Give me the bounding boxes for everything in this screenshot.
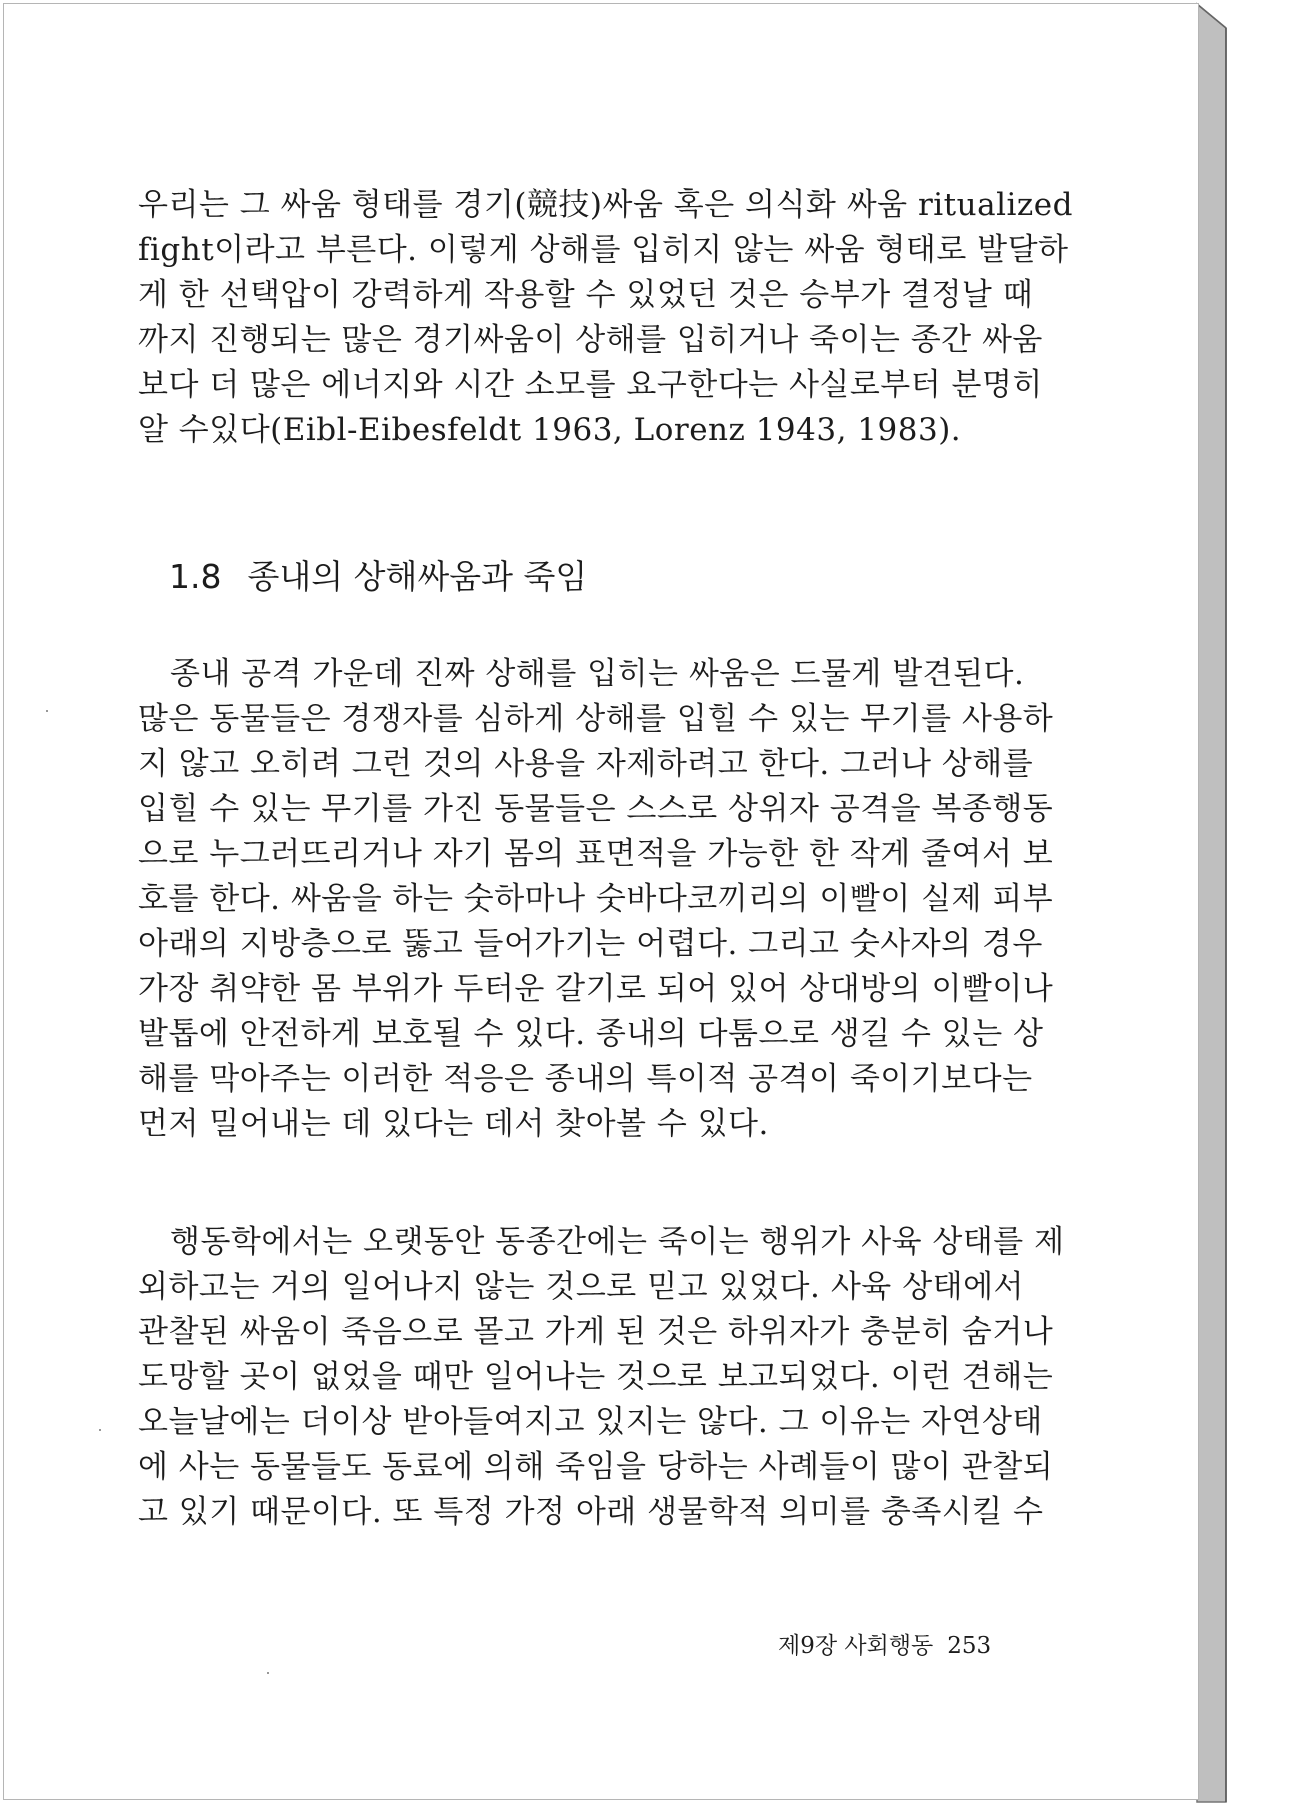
text-line: 까지 진행되는 많은 경기싸움이 상해를 입히거나 죽이는 종간 싸움 [138,322,1043,358]
scan-speck [267,1672,269,1674]
text-line: 게 한 선택압이 강력하게 작용할 수 있었던 것은 승부가 결정날 때 [138,277,1034,313]
text-line: 관찰된 싸움이 죽음으로 몰고 가게 된 것은 하위자가 충분히 숨거나 [138,1314,1054,1350]
scan-speck [99,1429,101,1431]
text-line: 입힐 수 있는 무기를 가진 동물들은 스스로 상위자 공격을 복종행동 [138,791,1054,827]
page-number: 253 [947,1633,992,1659]
text-line: 가장 취약한 몸 부위가 두터운 갈기로 되어 있어 상대방의 이빨이나 [138,971,1054,1007]
text-line: 지 않고 오히려 그런 것의 사용을 자제하려고 한다. 그러나 상해를 [138,746,1034,782]
text-line: 해를 막아주는 이러한 적응은 종내의 특이적 공격이 죽이기보다는 [138,1061,1033,1097]
text-line: 먼저 밀어내는 데 있다는 데서 찾아볼 수 있다. [138,1106,769,1142]
text-line: 아래의 지방층으로 뚫고 들어가기는 어렵다. 그리고 숫사자의 경우 [138,926,1043,962]
page-footer [778,1626,991,1666]
text-line: 외하고는 거의 일어나지 않는 것으로 믿고 있었다. 사육 상태에서 [138,1269,1024,1305]
text-line: 으로 누그러뜨리거나 자기 몸의 표면적을 가능한 한 작게 줄여서 보 [138,836,1054,872]
section-title: 종내의 상해싸움과 죽임 [247,557,588,596]
section-heading [169,552,587,602]
page-sheet [3,3,1199,1800]
text-line: 행동학에서는 오랫동안 동종간에는 죽이는 행위가 사육 상태를 제 [170,1224,1065,1260]
text-line: 우리는 그 싸움 형태를 경기(競技)싸움 혹은 의식화 싸움 ritualized [138,187,1073,223]
text-line: 오늘날에는 더이상 받아들여지고 있지는 않다. 그 이유는 자연상태 [138,1404,1043,1440]
text-line: 발톱에 안전하게 보호될 수 있다. 종내의 다툼으로 생길 수 있는 상 [138,1016,1044,1052]
text-line: 보다 더 많은 에너지와 시간 소모를 요구한다는 사실로부터 분명히 [138,367,1043,403]
scan-speck [46,710,48,712]
text-line: 호를 한다. 싸움을 하는 숫하마나 숫바다코끼리의 이빨이 실제 피부 [138,881,1054,917]
chapter-label: 제9장 사회행동 [778,1633,934,1659]
text-line: 종내 공격 가운데 진짜 상해를 입히는 싸움은 드물게 발견된다. [170,656,1025,692]
text-line: 많은 동물들은 경쟁자를 심하게 상해를 입힐 수 있는 무기를 사용하 [138,701,1054,737]
text-line: 도망할 곳이 없었을 때만 일어나는 것으로 보고되었다. 이런 견해는 [138,1359,1054,1395]
text-line: 에 사는 동물들도 동료에 의해 죽임을 당하는 사례들이 많이 관찰되 [138,1449,1054,1485]
text-line: 고 있기 때문이다. 또 특정 가정 아래 생물학적 의미를 충족시킬 수 [138,1494,1044,1530]
section-number: 1.8 [169,557,222,596]
text-line: fight이라고 부른다. 이렇게 상해를 입히지 않는 싸움 형태로 발달하 [138,232,1069,268]
text-line: 알 수있다(Eibl-Eibesfeldt 1963, Lorenz 1943, 1983). [138,412,962,448]
